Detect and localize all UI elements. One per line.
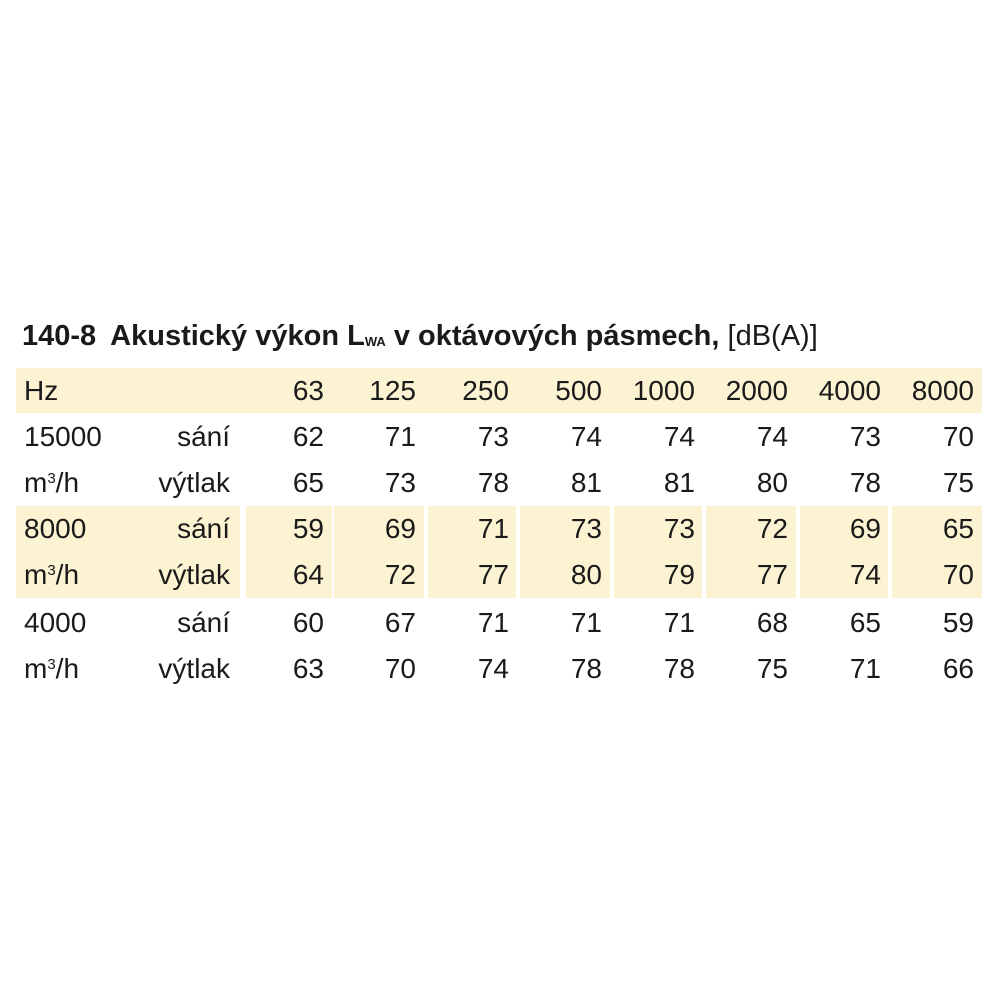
flow-value: 8000 (24, 513, 87, 544)
value-cell: 59 (942, 607, 974, 638)
band-2000: 2000 (725, 375, 788, 406)
value-cell: 70 (384, 653, 416, 684)
value-cell: 63 (292, 653, 324, 684)
value-cell: 74 (570, 421, 602, 452)
group-15000 (16, 414, 982, 506)
title-text-2: v oktávových pásmech, (393, 320, 720, 352)
value-cell: 71 (477, 607, 509, 638)
value-cell: 78 (570, 653, 602, 684)
value-cell: 74 (849, 559, 881, 590)
value-cell: 81 (570, 467, 602, 498)
table-row (16, 600, 982, 646)
value-cell: 78 (477, 467, 509, 498)
value-cell: 70 (942, 421, 974, 452)
row-label: výtlak (158, 559, 230, 590)
value-cell: 80 (570, 559, 602, 590)
table-row (16, 646, 982, 692)
row-label: výtlak (158, 467, 230, 498)
value-cell: 71 (384, 421, 416, 452)
value-cell: 69 (849, 513, 881, 544)
band-4000: 4000 (818, 375, 881, 406)
value-cell: 78 (663, 653, 695, 684)
value-cell: 69 (384, 513, 416, 544)
value-cell: 59 (292, 513, 324, 544)
value-cell: 64 (292, 559, 324, 590)
row-label: sání (177, 421, 230, 452)
sound-power-table (16, 368, 982, 692)
value-cell: 74 (477, 653, 509, 684)
title-text: Akustický výkon L (110, 320, 365, 352)
value-cell: 78 (849, 467, 881, 498)
value-cell: 72 (756, 513, 788, 544)
value-cell: 73 (663, 513, 695, 544)
value-cell: 71 (849, 653, 881, 684)
flow-value: 15000 (24, 421, 102, 452)
group-8000 (16, 506, 982, 598)
value-cell: 65 (292, 467, 324, 498)
value-cell: 65 (849, 607, 881, 638)
value-cell: 60 (292, 607, 324, 638)
table-row (16, 506, 982, 552)
value-cell: 80 (756, 467, 788, 498)
value-cell: 71 (477, 513, 509, 544)
title-unit: [dB(A)] (727, 320, 818, 352)
band-500: 500 (555, 375, 602, 406)
value-cell: 73 (384, 467, 416, 498)
value-cell: 73 (477, 421, 509, 452)
value-cell: 67 (384, 607, 416, 638)
value-cell: 71 (570, 607, 602, 638)
flow-value: 4000 (24, 607, 87, 638)
header-row (16, 368, 982, 413)
value-cell: 79 (663, 559, 695, 590)
value-cell: 68 (756, 607, 788, 638)
row-label: sání (177, 607, 230, 638)
value-cell: 75 (942, 467, 974, 498)
row-label: sání (177, 513, 230, 544)
table-row (16, 460, 982, 506)
flow-unit: $m^3/h$ (24, 653, 80, 684)
value-cell: 77 (477, 559, 509, 590)
value-cell: 74 (663, 421, 695, 452)
value-cell: 77 (756, 559, 788, 590)
table-row (16, 414, 982, 460)
value-cell: 66 (942, 653, 974, 684)
value-cell: 72 (384, 559, 416, 590)
value-cell: 74 (756, 421, 788, 452)
value-cell: 71 (663, 607, 695, 638)
band-250: 250 (462, 375, 509, 406)
table-title (22, 316, 818, 361)
value-cell: 73 (570, 513, 602, 544)
flow-unit: $m^3/h$ (24, 559, 80, 590)
band-8000: 8000 (911, 375, 974, 406)
row-label: výtlak (158, 653, 230, 684)
value-cell: 75 (756, 653, 788, 684)
title-subscript: WA (364, 334, 386, 349)
value-cell: 73 (849, 421, 881, 452)
value-cell: 62 (292, 421, 324, 452)
group-4000 (16, 600, 982, 692)
value-cell: 81 (663, 467, 695, 498)
table-row (16, 552, 982, 598)
band-1000: 1000 (632, 375, 695, 406)
hz-label: Hz (24, 375, 59, 406)
value-cell: 70 (942, 559, 974, 590)
band-63: 63 (292, 375, 324, 406)
flow-unit: $m^3/h$ (24, 467, 80, 498)
value-cell: 65 (942, 513, 974, 544)
title-code: 140-8 (22, 320, 97, 352)
band-125: 125 (369, 375, 416, 406)
